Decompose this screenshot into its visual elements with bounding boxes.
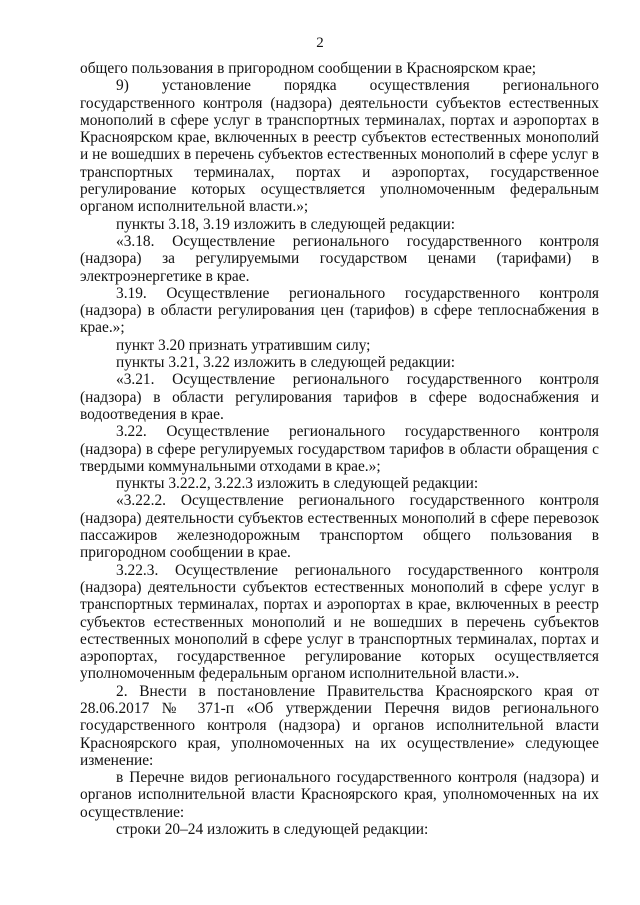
paragraph: 9) установление порядка осуществления регионального государственного контроля (надзора) деятельности субъектов естественных монополий в сфере услуг в транспортных терминалах, портах и аэропортах в Красноярском крае, включенных в реестр субъектов естественных монополий и не вошедших в перечень субъектов естественных монополий в сфере услуг в транспортных терминалах, портах и аэропортах, государственное регулирование которых осуществляется уполномоченным федеральным органом исполнительной власти.»; bbox=[80, 77, 599, 216]
page-number: 2 bbox=[316, 35, 324, 51]
paragraph: строки 20–24 изложить в следующей редакции: bbox=[116, 821, 429, 839]
paragraph: пункты 3.21, 3.22 изложить в следующей редакции: bbox=[116, 354, 456, 372]
document-body bbox=[80, 60, 599, 838]
paragraph: 3.22.3. Осуществление регионального государственного контроля (надзора) деятельности субъектов естественных монополий в сфере услуг в транспортных терминалах, портах и аэропортах в крае, включенных в реестр субъектов естественных монополий и не вошедших в перечень субъектов естественных монополий в сфере услуг в транспортных терминалах, портах и аэропортах, государственное регулирование которых осуществляется уполномоченным федеральным органом исполнительной власти.». bbox=[80, 561, 599, 683]
paragraph: общего пользования в пригородном сообщении в Красноярском крае; bbox=[80, 60, 537, 77]
paragraph: 2. Внести в постановление Правительства Красноярского края от 28.06.2017 № 371-п «Об утверждении Перечня видов регионального государственного контроля (надзора) и органов исполнительной власти Красноярского края, уполномоченных на их осуществление» следующее изменение: bbox=[80, 682, 599, 769]
paragraph: пункты 3.18, 3.19 изложить в следующей редакции: bbox=[116, 215, 456, 233]
paragraph: пункты 3.22.2, 3.22.3 изложить в следующей редакции: bbox=[116, 475, 479, 493]
paragraph: «3.18. Осуществление регионального государственного контроля (надзора) за регулируемыми государством ценами (тарифами) в электроэнергетике в крае. bbox=[80, 232, 599, 285]
paragraph: 3.22. Осуществление регионального государственного контроля (надзора) в сфере регулируемых государством тарифов в области обращения с твердыми коммунальными отходами в крае.»; bbox=[80, 423, 599, 475]
paragraph: пункт 3.20 признать утратившим силу; bbox=[116, 336, 371, 354]
paragraph: «3.21. Осуществление регионального государственного контроля (надзора) в области регулирования тарифов в сфере водоснабжения и водоотведения в крае. bbox=[80, 371, 599, 423]
paragraph: «3.22.2. Осуществление регионального государственного контроля (надзора) деятельности субъектов естественных монополий в сфере перевозок пассажиров железнодорожным транспортом общего пользования в пригородном сообщении в крае. bbox=[80, 492, 599, 562]
paragraph: в Перечне видов регионального государственного контроля (надзора) и органов исполнительной власти Красноярского края, уполномоченных на их осуществление: bbox=[80, 769, 599, 821]
paragraph: 3.19. Осуществление регионального государственного контроля (надзора) в области регулирования цен (тарифов) в сфере теплоснабжения в крае.»; bbox=[80, 284, 599, 337]
